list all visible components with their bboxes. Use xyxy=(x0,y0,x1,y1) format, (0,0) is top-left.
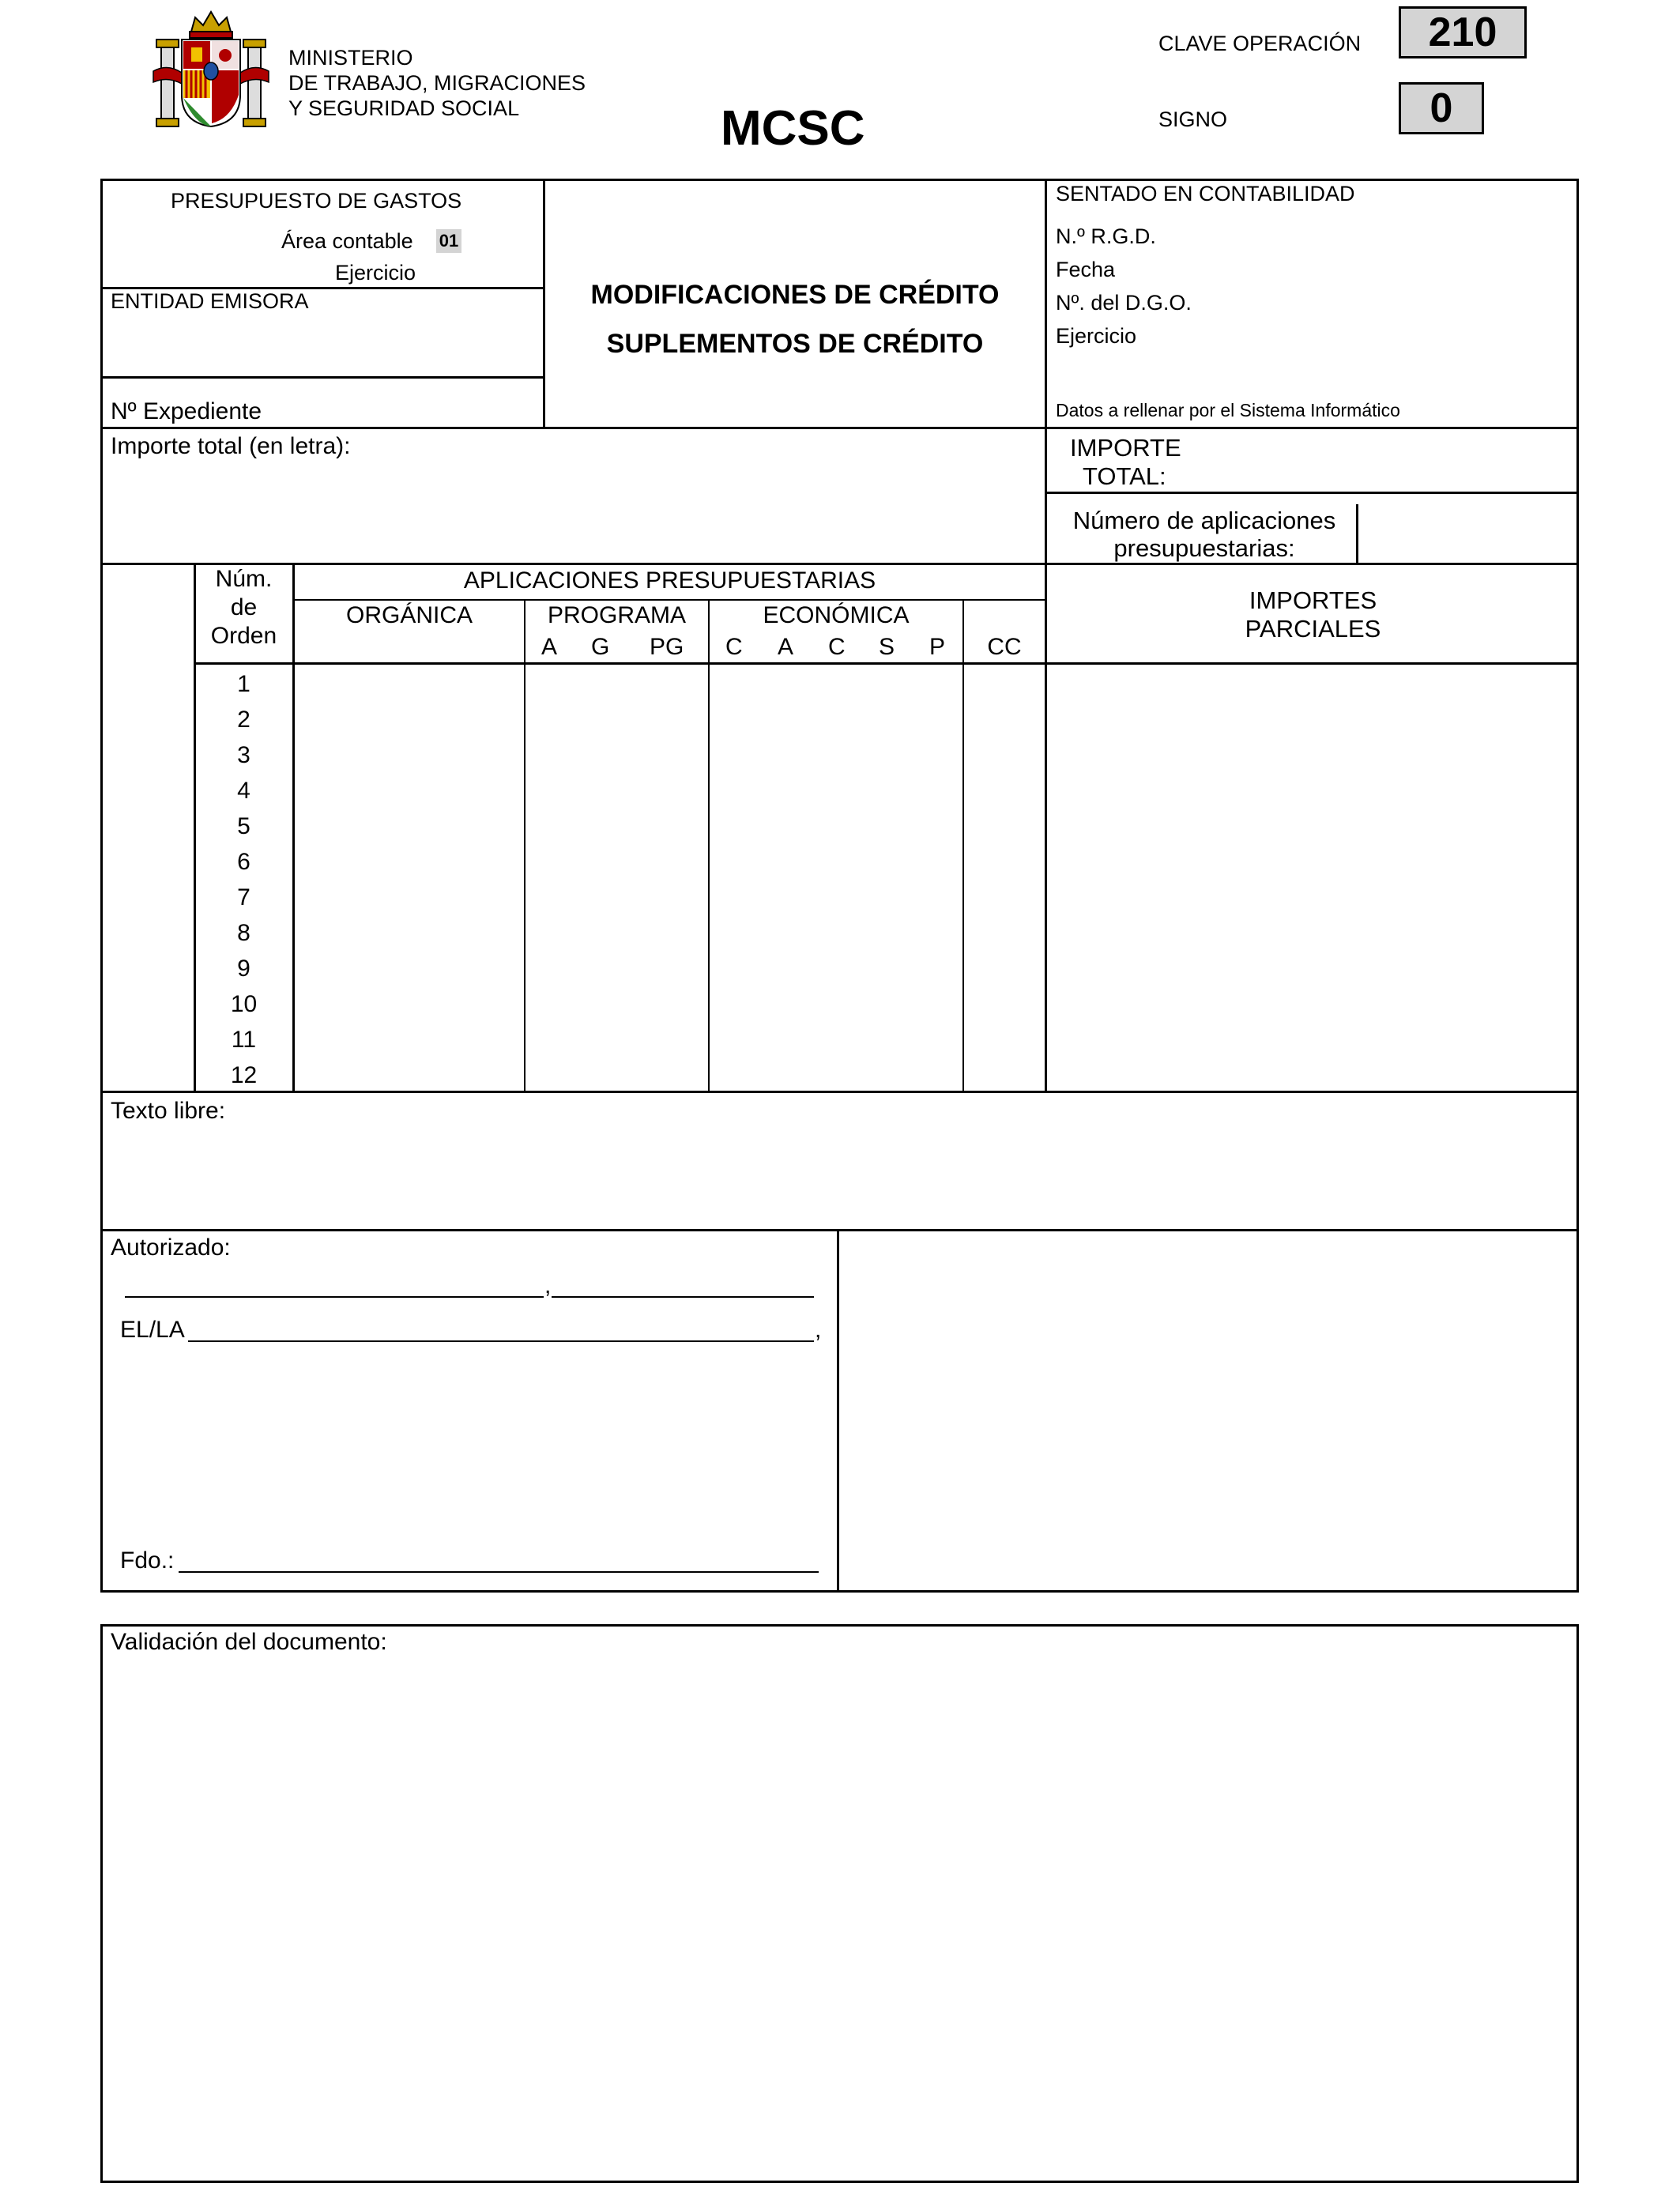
clave-operacion-value: 210 xyxy=(1399,6,1527,58)
num-aplic-label-2: presupuestarias: xyxy=(1113,534,1295,562)
texto-libre-bottom-line xyxy=(100,1229,1579,1231)
economica-sub-c2: C xyxy=(828,634,846,660)
importes-header-1: IMPORTES xyxy=(1249,586,1377,614)
table-row: 1 xyxy=(237,671,250,697)
economica-sub-a: A xyxy=(778,634,794,660)
fdo-label: Fdo.: xyxy=(120,1547,175,1574)
table-row: 3 xyxy=(237,742,250,768)
fdo-signature-line xyxy=(179,1571,819,1573)
signo-label: SIGNO xyxy=(1158,107,1228,131)
economica-sub-c1: C xyxy=(725,634,743,660)
table-header-bottom-line xyxy=(194,662,1579,665)
num-orden-header-1: Núm. xyxy=(215,566,273,592)
ella-line xyxy=(188,1340,814,1342)
accounting-rgd: N.º R.G.D. xyxy=(1056,224,1156,248)
importes-header-2: PARCIALES xyxy=(1245,615,1381,643)
table-row: 4 xyxy=(237,778,250,804)
aplicaciones-sub-line xyxy=(295,599,1045,601)
entidad-bottom-line xyxy=(100,376,545,379)
ministry-line-2: DE TRABAJO, MIGRACIONES xyxy=(288,71,586,95)
autorizado-comma-2: , xyxy=(815,1317,822,1343)
autorizado-label: Autorizado: xyxy=(111,1235,231,1261)
num-orden-header-2: de xyxy=(230,594,258,620)
table-row: 10 xyxy=(230,991,258,1017)
top-block-divider-right xyxy=(1045,179,1047,564)
accounting-dgo: Nº. del D.G.O. xyxy=(1056,291,1192,315)
cc-header: CC xyxy=(987,634,1022,660)
autorizado-divider xyxy=(837,1229,839,1593)
col-economica xyxy=(962,599,964,1093)
programa-sub-pg: PG xyxy=(650,634,684,660)
accounting-ejercicio: Ejercicio xyxy=(1056,324,1137,348)
programa-sub-g: G xyxy=(591,634,610,660)
autorizado-place-line xyxy=(125,1296,544,1298)
economica-sub-p: P xyxy=(929,634,946,660)
autorizado-date-line xyxy=(552,1296,814,1298)
ministry-line-3: Y SEGURIDAD SOCIAL xyxy=(288,96,520,120)
ella-label: EL/LA xyxy=(120,1317,185,1343)
num-aplic-divider xyxy=(1356,504,1358,564)
texto-libre-label: Texto libre: xyxy=(111,1098,226,1124)
organica-header: ORGÁNICA xyxy=(345,602,473,628)
expediente-label: Nº Expediente xyxy=(111,398,262,424)
area-contable-value: 01 xyxy=(436,229,461,253)
top-block-bottom-line xyxy=(100,427,1579,429)
importe-total-bottom-line xyxy=(1045,492,1579,494)
accounting-note: Datos a rellenar por el Sistema Informático xyxy=(1056,400,1400,420)
col-organica xyxy=(524,599,525,1093)
num-aplic-label-1: Número de aplicaciones xyxy=(1072,507,1336,534)
accounting-title: SENTADO EN CONTABILIDAD xyxy=(1056,182,1355,205)
signo-value: 0 xyxy=(1399,82,1484,134)
economica-sub-s: S xyxy=(879,634,895,660)
validacion-frame xyxy=(100,1624,1579,2183)
doc-title-line-2: SUPLEMENTOS DE CRÉDITO xyxy=(606,329,984,359)
entidad-emisora-label: ENTIDAD EMISORA xyxy=(111,289,309,313)
table-top-line xyxy=(100,563,1579,565)
autorizado-comma-1: , xyxy=(544,1272,552,1299)
coat-of-arms-logo xyxy=(152,8,270,130)
validacion-label: Validación del documento: xyxy=(111,1629,387,1655)
table-row: 9 xyxy=(237,956,250,982)
col-cc xyxy=(1045,563,1047,1093)
ejercicio-label: Ejercicio xyxy=(335,261,416,285)
economica-header: ECONÓMICA xyxy=(763,602,910,628)
main-form-frame xyxy=(100,179,1579,1593)
table-row: 5 xyxy=(237,813,250,839)
budget-title: PRESUPUESTO DE GASTOS xyxy=(171,189,462,213)
col-programa xyxy=(708,599,710,1093)
programa-sub-a: A xyxy=(541,634,558,660)
importe-total-label-2: TOTAL: xyxy=(1083,462,1166,490)
table-row: 6 xyxy=(237,849,250,875)
table-row: 12 xyxy=(230,1062,258,1088)
num-orden-header-3: Orden xyxy=(210,623,277,649)
form-code: MCSC xyxy=(721,101,865,156)
table-row: 8 xyxy=(237,920,250,946)
aplicaciones-header: APLICACIONES PRESUPUESTARIAS xyxy=(463,567,876,594)
table-row: 11 xyxy=(231,1027,257,1053)
ministry-line-1: MINISTERIO xyxy=(288,46,413,70)
importe-letra-label: Importe total (en letra): xyxy=(111,433,351,459)
table-row: 7 xyxy=(237,884,250,910)
programa-header: PROGRAMA xyxy=(547,602,687,628)
table-bottom-line xyxy=(100,1091,1579,1093)
area-contable-label: Área contable xyxy=(281,229,413,253)
importe-total-label-1: IMPORTE xyxy=(1070,434,1181,462)
doc-title-line-1: MODIFICACIONES DE CRÉDITO xyxy=(590,280,1000,310)
clave-operacion-label: CLAVE OPERACIÓN xyxy=(1158,32,1362,55)
accounting-fecha: Fecha xyxy=(1056,258,1116,281)
table-row: 2 xyxy=(237,707,250,733)
